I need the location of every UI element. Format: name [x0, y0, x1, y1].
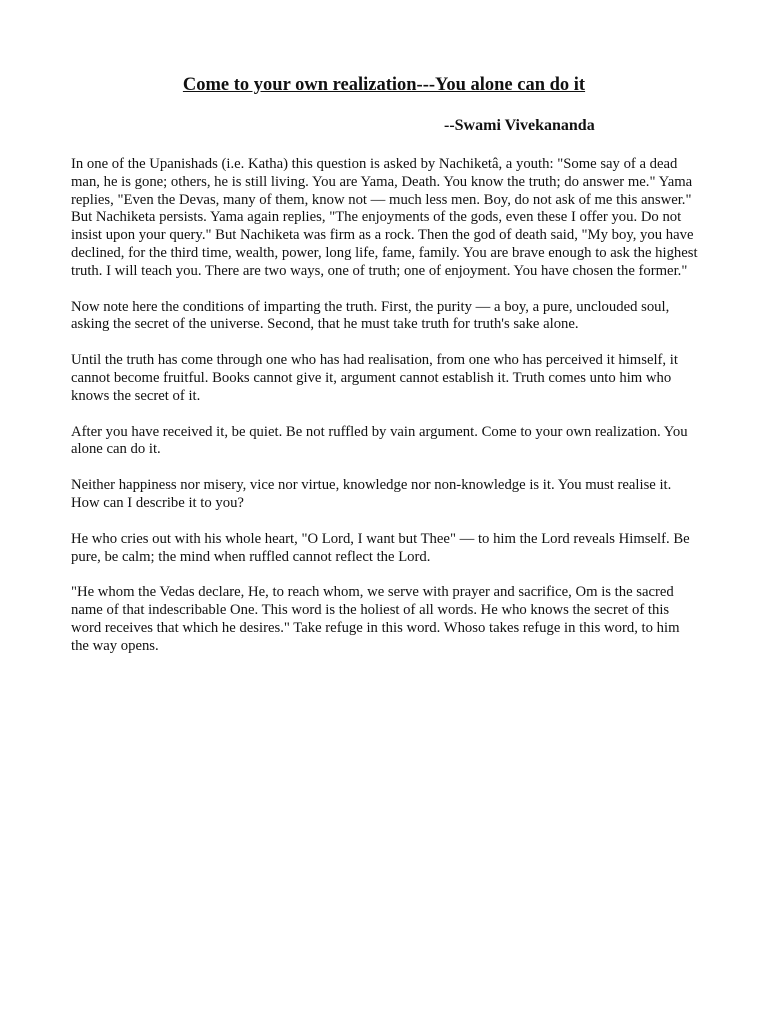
document-author: --Swami Vivekananda — [444, 117, 595, 134]
document-title: Come to your own realization---You alone can do it — [182, 75, 586, 95]
paragraph: After you have received it, be quiet. Be not ruffled by vain argument. Come to your own realization. You alone can do it. — [71, 423, 688, 458]
paragraph: Neither happiness nor misery, vice nor virtue, knowledge nor non-knowledge is it. You must realise it. How can I describe it to you? — [71, 477, 672, 511]
paragraph: He who cries out with his whole heart, "O Lord, I want but Thee" — to him the Lord reveals Himself. Be pure, be calm; the mind when ruffled cannot reflect the Lord. — [71, 530, 690, 565]
paragraph: Until the truth has come through one who has had realisation, from one who has perceived it himself, it cannot become fruitful. Books cannot give it, argument cannot establish it. Truth comes unto him who knows the secret of it. — [71, 352, 678, 404]
paragraph: Now note here the conditions of imparting the truth. First, the purity — a boy, a pure, unclouded soul, asking the secret of the universe. Second, that he must take truth for truth's sake alone. — [71, 298, 670, 333]
document-body — [71, 156, 699, 674]
paragraph: In one of the Upanishads (i.e. Katha) this question is asked by Nachiketâ, a youth: "Some say of a dead man, he is gone; others, he is still living. You are Yama, Death. You know the truth; do answer me." Yama replies, "Even the Devas, many of them, know not — much less men. Boy, do not ask of me this answer." But Nachiketa persists. Yama again replies, "The enjoyments of the gods, even these I offer you. Do not insist upon your query." But Nachiketa was firm as a rock. Then the god of death said, "My boy, you have declined, for the third time, wealth, power, long life, fame, family. You are brave enough to ask the highest truth. I will teach you. There are two ways, one of truth; one of enjoyment. You have chosen the former." — [71, 156, 698, 279]
paragraph: "He whom the Vedas declare, He, to reach whom, we serve with prayer and sacrifice, Om is the sacred name of that indescribable One. This word is the holiest of all words. He who knows the secret of this word receives that which he desires." Take refuge in this word. Whoso takes refuge in this word, to him the way opens. — [71, 584, 680, 654]
